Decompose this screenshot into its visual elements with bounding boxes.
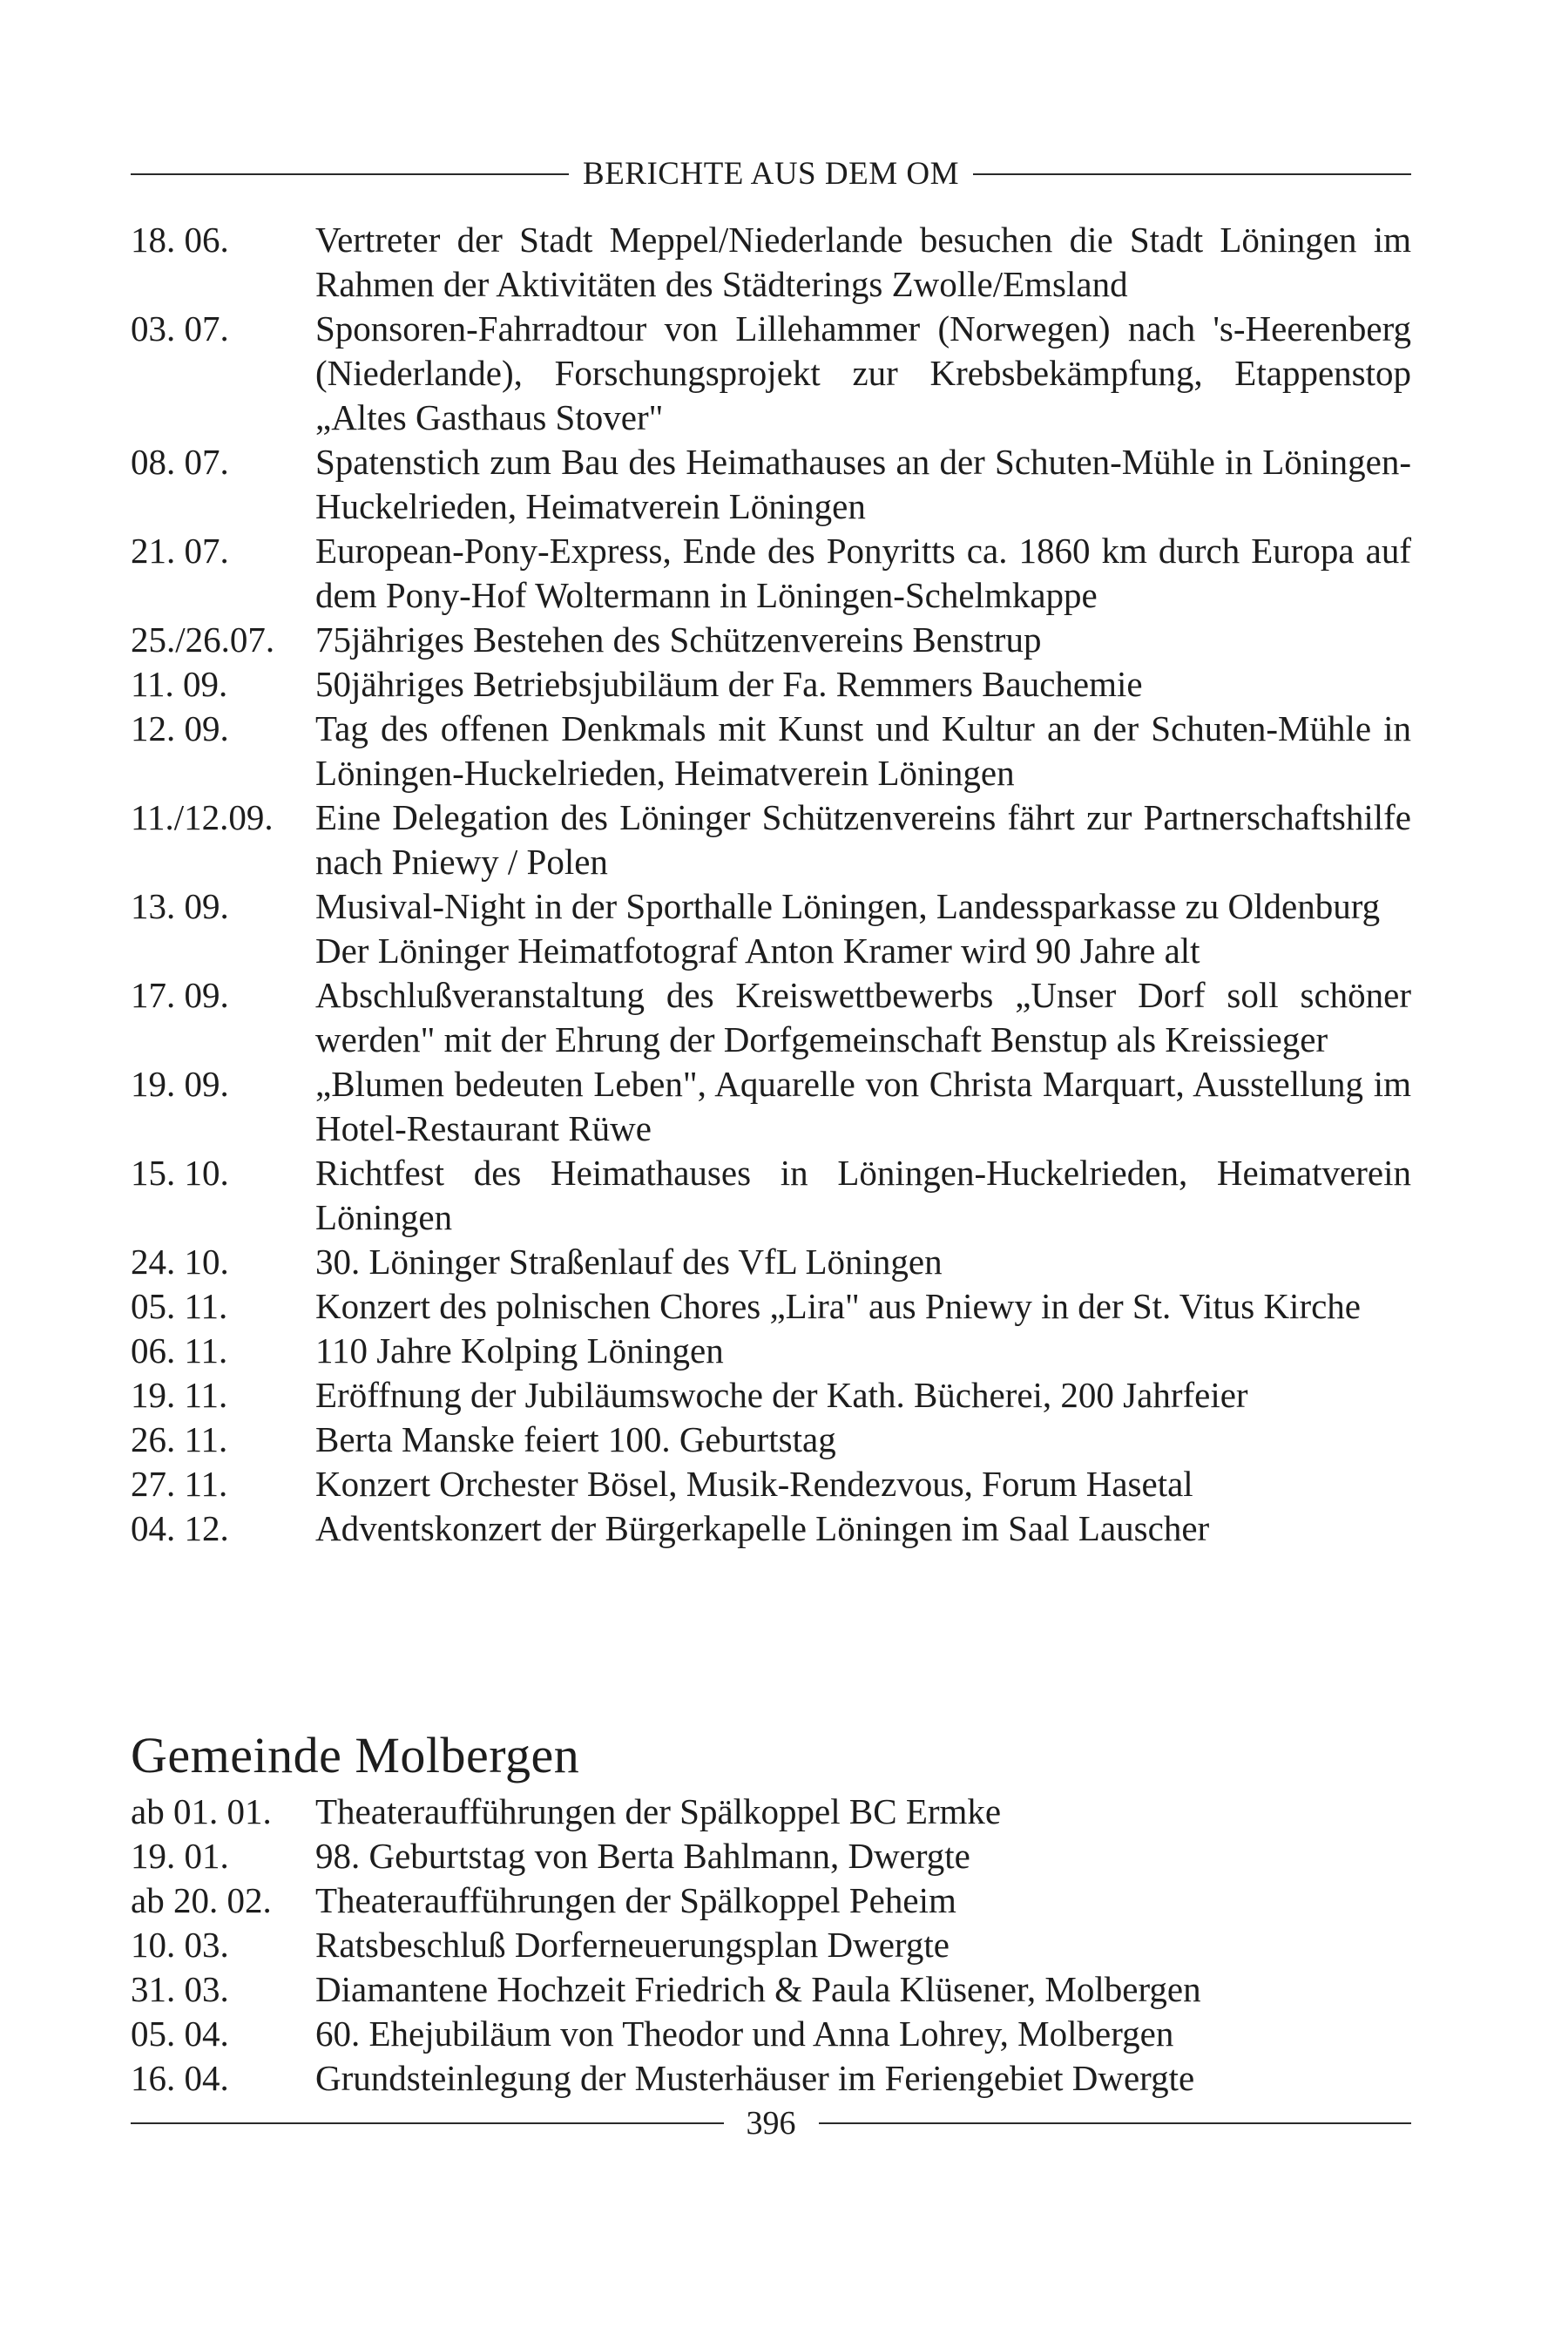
entry-date (131, 929, 315, 973)
chronicle-entry (131, 884, 1411, 929)
chronicle-entry (131, 973, 1411, 1062)
entry-date: 05. 04. (131, 2014, 229, 2054)
chronicle-entry (131, 2012, 1411, 2056)
entry-text: Konzert Orchester Bösel, Musik-Rendezvous, Forum Hasetal (315, 1464, 1193, 1504)
entry-date: 11./12.09. (131, 797, 274, 837)
footer-rule-right (819, 2122, 1412, 2124)
chronicle-entry (131, 1834, 1411, 1878)
chronicle-entry (131, 929, 1411, 973)
entry-date: 12. 09. (131, 708, 229, 748)
entry-date: 03. 07. (131, 308, 229, 349)
entry-date: 21. 07. (131, 531, 229, 571)
entry-text: 60. Ehejubiläum von Theodor und Anna Lohrey, Molbergen (315, 2014, 1174, 2054)
entry-text: Eröffnung der Jubiläumswoche der Kath. Bücherei, 200 Jahrfeier (315, 1375, 1248, 1415)
chronicle-entry (131, 1240, 1411, 1284)
entry-date: 27. 11. (131, 1464, 228, 1504)
entry-date: 15. 10. (131, 1153, 229, 1193)
section-molbergen (131, 1715, 1411, 2101)
running-head (131, 155, 1411, 193)
entry-text: Vertreter der Stadt Meppel/Niederlande besuchen die Stadt Löningen im Rahmen der Aktivitäten des Städterings Zwolle/Emsland (315, 220, 1411, 304)
entry-date: 11. 09. (131, 664, 228, 704)
entry-date: 31. 03. (131, 1969, 229, 2009)
chronicle-entry (131, 1329, 1411, 1373)
entry-date: 16. 04. (131, 2058, 229, 2098)
chronicle-entry (131, 707, 1411, 795)
entry-text: 75jähriges Bestehen des Schützenvereins Benstrup (315, 619, 1042, 660)
chronicle-entry (131, 662, 1411, 707)
entry-date: 05. 11. (131, 1286, 228, 1326)
chronicle-entry (131, 1967, 1411, 2012)
chronicle-entry (131, 795, 1411, 884)
chronicle-entry (131, 1878, 1411, 1923)
chronicle-entry (131, 529, 1411, 618)
page-number: 396 (746, 2105, 796, 2142)
entry-text: Grundsteinlegung der Musterhäuser im Feriengebiet Dwergte (315, 2058, 1195, 2098)
entry-text: 50jähriges Betriebsjubiläum der Fa. Remmers Bauchemie (315, 664, 1143, 704)
chronicle-entry (131, 1418, 1411, 1462)
entry-date: 17. 09. (131, 975, 229, 1015)
entry-text: 110 Jahre Kolping Löningen (315, 1330, 724, 1371)
entry-text: Theateraufführungen der Spälkoppel Peheim (315, 1880, 956, 1920)
chronicle-list (131, 218, 1411, 1551)
chronicle-entry (131, 1790, 1411, 1834)
header-rule-left (131, 173, 569, 175)
entry-text: „Blumen bedeuten Leben", Aquarelle von Christa Marquart, Ausstellung im Hotel-Restaurant Rüwe (315, 1064, 1411, 1148)
entry-text: 98. Geburtstag von Berta Bahlmann, Dwergte (315, 1836, 970, 1876)
chronicle-entry (131, 1923, 1411, 1967)
entry-text: Spatenstich zum Bau des Heimathauses an der Schuten-Mühle in Löningen-Huckelrieden, Heimatverein Löningen (315, 442, 1411, 526)
entry-date: 19. 11. (131, 1375, 228, 1415)
entry-text: Abschlußveranstaltung des Kreiswettbewerbs „Unser Dorf soll schöner werden" mit der Ehrung der Dorfgemeinschaft Benstup als Kreissieger (315, 975, 1411, 1059)
entry-text: Konzert des polnischen Chores „Lira" aus Pniewy in der St. Vitus Kirche (315, 1286, 1361, 1326)
entry-date: 04. 12. (131, 1508, 229, 1548)
header-rule-right (973, 173, 1411, 175)
chronicle-entry (131, 2056, 1411, 2101)
entry-text: Theateraufführungen der Spälkoppel BC Ermke (315, 1791, 1002, 1831)
entry-text: Tag des offenen Denkmals mit Kunst und Kultur an der Schuten-Mühle in Löningen-Huckelrieden, Heimatverein Löningen (315, 708, 1411, 793)
entry-date: 25./26.07. (131, 619, 275, 660)
entry-date: ab 01. 01. (131, 1791, 272, 1831)
chronicle-entry (131, 618, 1411, 662)
chronicle-entry (131, 440, 1411, 529)
entry-text: Diamantene Hochzeit Friedrich & Paula Klüsener, Molbergen (315, 1969, 1201, 2009)
entry-date: 10. 03. (131, 1925, 229, 1965)
entry-date: 08. 07. (131, 442, 229, 482)
entry-text: Adventskonzert der Bürgerkapelle Löningen im Saal Lauscher (315, 1508, 1210, 1548)
chronicle-entry (131, 1462, 1411, 1506)
entry-text: 30. Löninger Straßenlauf des VfL Löningen (315, 1242, 943, 1282)
entry-date: 19. 01. (131, 1836, 229, 1876)
chronicle-entry (131, 1062, 1411, 1151)
chronicle-entry (131, 1506, 1411, 1551)
entry-text: European-Pony-Express, Ende des Ponyritts ca. 1860 km durch Europa auf dem Pony-Hof Woltermann in Löningen-Schelmkappe (315, 531, 1411, 615)
entry-date: 19. 09. (131, 1064, 229, 1104)
chronicle-entry (131, 218, 1411, 307)
entry-date: 24. 10. (131, 1242, 229, 1282)
entry-date: 26. 11. (131, 1419, 228, 1459)
entry-text: Berta Manske feiert 100. Geburtstag (315, 1419, 836, 1459)
entry-text: Der Löninger Heimatfotograf Anton Kramer wird 90 Jahre alt (315, 931, 1200, 971)
entry-date: 13. 09. (131, 886, 229, 926)
section-heading: Gemeinde Molbergen (131, 1727, 580, 1783)
page-footer (131, 2104, 1411, 2142)
entry-text: Ratsbeschluß Dorferneuerungsplan Dwergte (315, 1925, 950, 1965)
entry-date: 06. 11. (131, 1330, 228, 1371)
running-title: BERICHTE AUS DEM OM (583, 156, 959, 192)
chronicle-entry (131, 307, 1411, 440)
document-page (131, 0, 1411, 2335)
entry-date: 18. 06. (131, 220, 229, 260)
entry-text: Musival-Night in der Sporthalle Löningen, Landessparkasse zu Oldenburg (315, 886, 1381, 926)
footer-rule-left (131, 2122, 724, 2124)
entry-date: ab 20. 02. (131, 1880, 272, 1920)
entry-text: Sponsoren-Fahrradtour von Lillehammer (Norwegen) nach 's-Heerenberg (Niederlande), Forschungsprojekt zur Krebsbekämpfung, Etappenstop „Altes Gasthaus Stover" (315, 308, 1411, 437)
chronicle-entry (131, 1151, 1411, 1240)
chronicle-entry (131, 1284, 1411, 1329)
chronicle-entry (131, 1373, 1411, 1418)
entry-text: Richtfest des Heimathauses in Löningen-Huckelrieden, Heimatverein Löningen (315, 1153, 1411, 1237)
entry-text: Eine Delegation des Löninger Schützenvereins fährt zur Partnerschaftshilfe nach Pniewy / Polen (315, 797, 1411, 882)
